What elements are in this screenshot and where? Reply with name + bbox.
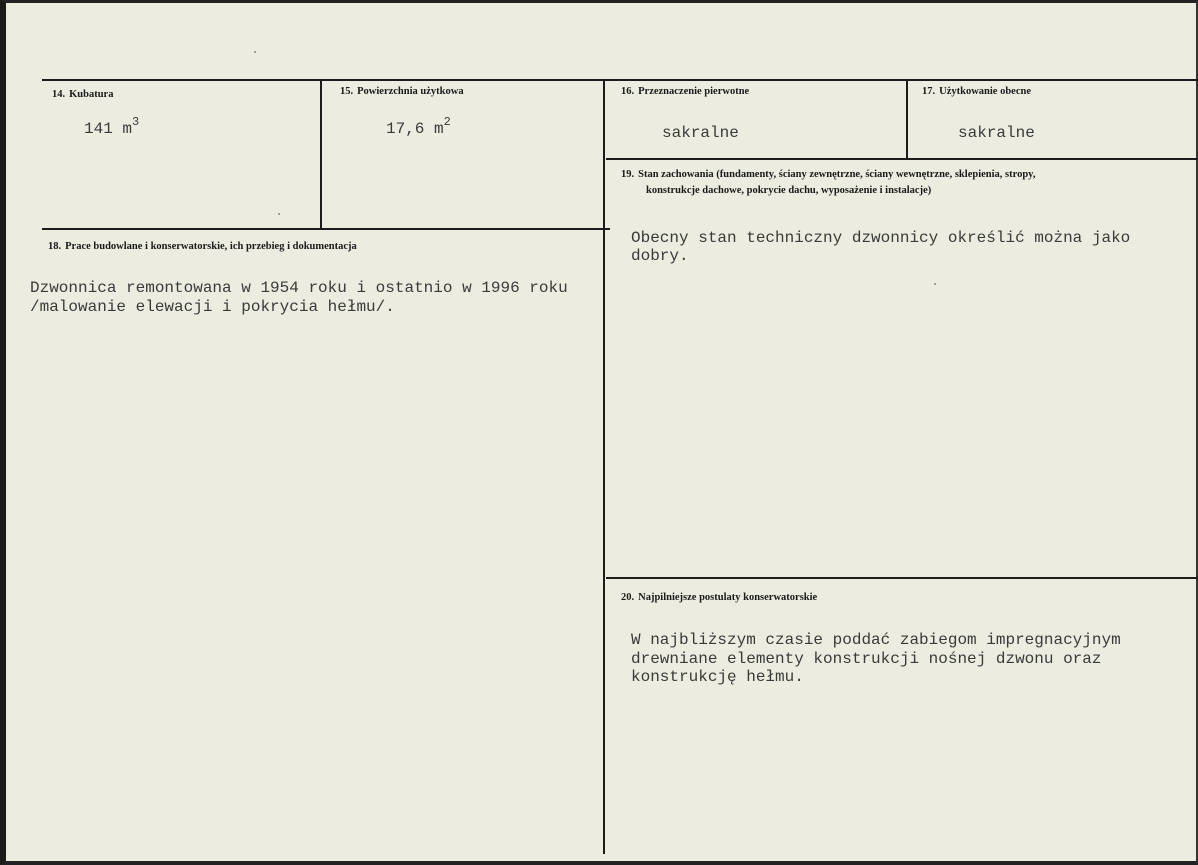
paper-speck bbox=[278, 213, 280, 215]
field-19-label-line-2: konstrukcje dachowe, pokrycie dachu, wyposażenie i instalacje) bbox=[646, 185, 932, 196]
field-15-label: 15. Powierzchnia użytkowa bbox=[340, 86, 464, 97]
field-18-label: 18. Prace budowlane i konserwatorskie, ich przebieg i dokumentacja bbox=[48, 241, 357, 252]
divider-14-15 bbox=[320, 79, 322, 230]
rule-under-14-15 bbox=[42, 228, 610, 230]
rule-above-20 bbox=[606, 577, 1198, 579]
field-18-line-2: /malowanie elewacji i pokrycia hełmu/. bbox=[30, 298, 395, 316]
top-rule bbox=[42, 79, 1198, 81]
field-16-value: sakralne bbox=[662, 124, 739, 142]
field-20-label: 20. Najpilniejsze postulaty konserwatorskie bbox=[621, 592, 818, 603]
field-17-label: 17. Użytkowanie obecne bbox=[922, 86, 1031, 97]
field-20-line-1: W najbliższym czasie poddać zabiegom impregnacyjnym bbox=[631, 631, 1121, 649]
rule-under-16-17 bbox=[606, 158, 1198, 160]
field-14-value: 141 $m^3$ bbox=[84, 115, 140, 138]
field-16-label: 16. Przeznaczenie pierwotne bbox=[621, 86, 750, 97]
center-divider bbox=[603, 79, 605, 854]
field-20-line-2: drewniane elementy konstrukcji nośnej dzwonu oraz bbox=[631, 650, 1102, 668]
field-17-value: sakralne bbox=[958, 124, 1035, 142]
field-19-line-2: dobry. bbox=[631, 247, 689, 265]
divider-16-17 bbox=[906, 79, 908, 159]
paper-speck bbox=[254, 51, 256, 53]
field-18-line-1: Dzwonnica remontowana w 1954 roku i ostatnio w 1996 roku bbox=[30, 279, 568, 297]
field-19-label-line-1: 19. Stan zachowania (fundamenty, ściany zewnętrzne, ściany wewnętrzne, sklepienia, stropy, bbox=[621, 169, 1036, 180]
field-20-line-3: konstrukcję hełmu. bbox=[631, 668, 804, 686]
paper-speck bbox=[934, 283, 936, 285]
field-14-label: 14. Kubatura bbox=[52, 89, 114, 100]
field-15-value: 17,6 $m^2$ bbox=[386, 115, 451, 138]
field-19-line-1: Obecny stan techniczny dzwonnicy określić można jako bbox=[631, 229, 1131, 247]
